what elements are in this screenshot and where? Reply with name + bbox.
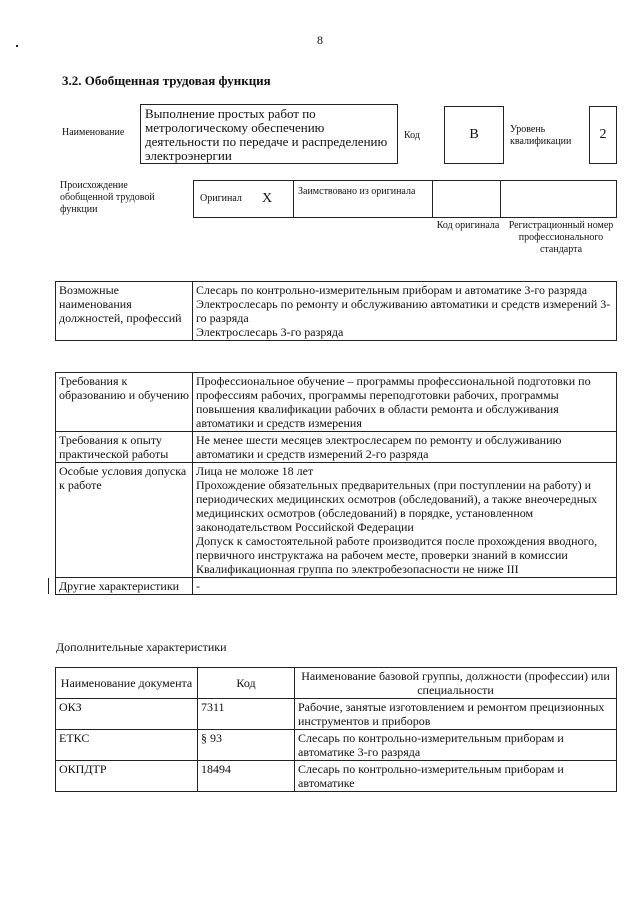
list-item: Лица не моложе 18 лет bbox=[196, 464, 314, 478]
positions-table bbox=[55, 281, 617, 341]
table-cell: § 93 bbox=[198, 730, 295, 761]
scan-mark bbox=[16, 45, 18, 47]
education-value: Профессиональное обучение – программы профессиональной подготовки по профессиям рабочих, программы переподготовки рабочих, программы повышения квалификации рабочих в области ремонта и обслуживания автоматики и средств измерения bbox=[193, 373, 617, 432]
additional-table bbox=[55, 667, 617, 792]
borrowed-label: Заимствовано из оригинала bbox=[298, 186, 416, 197]
table-row bbox=[56, 699, 617, 730]
list-item: Слесарь по контрольно-измерительным приборам и автоматике 3-го разряда bbox=[196, 283, 588, 297]
origin-label: Происхождение обобщенной трудовой функции bbox=[60, 180, 155, 215]
positions-label: Возможные наименования должностей, профессий bbox=[56, 282, 193, 341]
level-label: Уровень квалификации bbox=[510, 124, 572, 147]
col-header: Наименование документа bbox=[56, 668, 198, 699]
table-row bbox=[56, 730, 617, 761]
origin-row bbox=[193, 180, 617, 218]
table-row bbox=[56, 668, 617, 699]
name-label: Наименование bbox=[62, 127, 125, 138]
reg-number-caption: Регистрационный номер профессионального стандарта bbox=[508, 220, 614, 255]
table-cell: ОКЗ bbox=[56, 699, 198, 730]
table-cell: 7311 bbox=[198, 699, 295, 730]
original-mark: X bbox=[262, 191, 273, 206]
code-original-caption: Код оригинала bbox=[436, 220, 500, 231]
col-header: Наименование базовой группы, должности (профессии) или специальности bbox=[295, 668, 617, 699]
scan-mark bbox=[48, 578, 49, 594]
experience-label: Требования к опыту практической работы bbox=[56, 432, 193, 463]
col-header: Код bbox=[198, 668, 295, 699]
table-row bbox=[56, 761, 617, 792]
section-title: 3.2. Обобщенная трудовая функция bbox=[62, 73, 271, 88]
list-item: Квалификационная группа по электробезопасности не ниже III bbox=[196, 562, 519, 576]
table-cell: ОКПДТР bbox=[56, 761, 198, 792]
list-item: Прохождение обязательных предварительных (при поступлении на работу) и периодических медицинских осмотров (обследований), а также внеочередных медицинских осмотров (обследований) в порядке, установленном законодательством Российской Федерации bbox=[196, 478, 598, 534]
page-number: 8 bbox=[317, 33, 323, 47]
code-label: Код bbox=[404, 130, 420, 141]
divider bbox=[500, 181, 501, 217]
divider bbox=[432, 181, 433, 217]
table-row bbox=[56, 578, 617, 595]
divider bbox=[293, 181, 294, 217]
table-row bbox=[56, 432, 617, 463]
education-label: Требования к образованию и обучению bbox=[56, 373, 193, 432]
table-row bbox=[56, 463, 617, 578]
level-box: 2 bbox=[589, 106, 617, 164]
code-box: B bbox=[444, 106, 504, 164]
list-item: Электрослесарь 3-го разряда bbox=[196, 325, 344, 339]
special-label: Особые условия допуска к работе bbox=[56, 463, 193, 578]
additional-title: Дополнительные характеристики bbox=[56, 640, 227, 654]
table-cell: Слесарь по контрольно-измерительным приборам и автоматике bbox=[295, 761, 617, 792]
table-cell: Рабочие, занятые изготовлением и ремонтом прецизионных инструментов и приборов bbox=[295, 699, 617, 730]
table-cell: 18494 bbox=[198, 761, 295, 792]
list-item: Электрослесарь по ремонту и обслуживанию автоматики и средств измерений 3-го разряда bbox=[196, 297, 611, 325]
other-label: Другие характеристики bbox=[56, 578, 193, 595]
original-label: Оригинал bbox=[200, 193, 242, 204]
experience-value: Не менее шести месяцев электрослесарем по ремонту и обслуживанию автоматики и средств измерений 2-го разряда bbox=[193, 432, 617, 463]
table-cell: Слесарь по контрольно-измерительным приборам и автоматике 3-го разряда bbox=[295, 730, 617, 761]
positions-values bbox=[193, 282, 617, 341]
requirements-table bbox=[55, 372, 617, 595]
table-cell: ЕТКС bbox=[56, 730, 198, 761]
special-values bbox=[193, 463, 617, 578]
table-row bbox=[56, 373, 617, 432]
other-value: - bbox=[193, 578, 617, 595]
table-row bbox=[56, 282, 617, 341]
list-item: Допуск к самостоятельной работе производится после прохождения вводного, первичного инструктажа на рабочем месте, проверки знаний в комиссии bbox=[196, 534, 598, 562]
function-name-box: Выполнение простых работ по метрологическому обеспечению деятельности по передаче и распределению электроэнергии bbox=[140, 104, 398, 164]
